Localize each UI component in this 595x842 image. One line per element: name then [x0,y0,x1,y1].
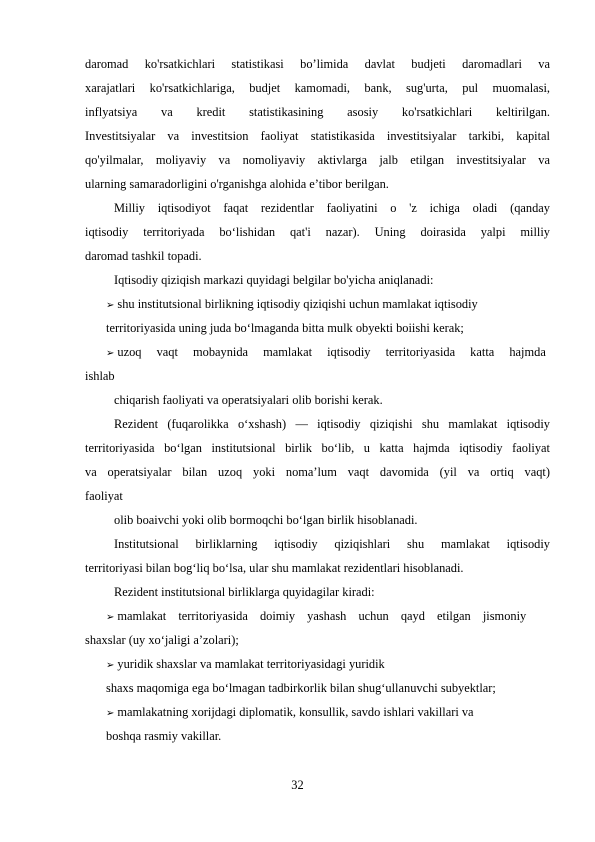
text-line: xarajatlari ko'rsatkichlariga, budjet kamomadi, bank, sug'urta, pul muomalasi, [85,81,550,95]
arrow-bullet-icon: ➢ [106,348,115,359]
text-line: Rezident institutsional birliklarga quyidagilar kiradi: [114,585,375,599]
bullet-item [106,296,478,312]
text-line: daromad tashkil topadi. [85,249,202,263]
arrow-bullet-icon: ➢ [106,708,115,719]
text-line: va operatsiyalar bilan uzoq yoki noma’lum vaqt davomida (yil va ortiq vaqt) [85,465,550,479]
text-line: faoliyat [85,489,123,503]
text-line: territoriyasida bo‘lgan institutsional birlik bo‘lib, u katta hajmda iqtisodiy faoliyat [85,441,550,455]
bullet-item [106,608,550,624]
text-line: uzoq vaqt mobaynida mamlakat iqtisodiy territoriyasida katta hajmda [117,345,546,359]
text-line: territoriyasi bilan bog‘liq bo‘lsa, ular shu mamlakat rezidentlari hisoblanadi. [85,561,464,575]
text-line: shaxslar (uy xo‘jaligi a’zolari); [85,633,239,647]
text-line: ishlab [85,369,115,383]
text-line: boshqa rasmiy vakillar. [106,729,222,743]
text-line: Milliy iqtisodiyot faqat rezidentlar faoliyatini o 'z ichiga oladi (qanday [114,201,550,215]
text-line: ularning samaradorligini o'rganishga alohida e’tibor berilgan. [85,177,389,191]
text-line: inflyatsiya va kredit statistikasining asosiy ko'rsatkichlari keltirilgan. [85,105,550,119]
bullet-item [106,704,474,720]
text-line: yuridik shaxslar va mamlakat territoriyasidagi yuridik [117,657,385,671]
page-number: 32 [291,778,304,792]
text-line: Investitsiyalar va investitsion faoliyat statistikasida investitsiyalar tarkibi, kapital [85,129,550,143]
arrow-bullet-icon: ➢ [106,612,115,623]
text-line: mamlakat territoriyasida doimiy yashash uchun qayd etilgan jismoniy [117,609,527,623]
bullet-item [106,344,550,360]
text-line: iqtisodiy territoriyada bo‘lishidan qat'i nazar). Uning doirasida yalpi milliy [85,225,550,239]
bullet-item [106,656,385,672]
text-line: qo'yilmalar, moliyaviy va nomoliyaviy aktivlarga jalb etilgan investitsiyalar va [85,153,550,167]
text-line: shaxs maqomiga ega bo‘lmagan tadbirkorlik bilan shug‘ullanuvchi subyektlar; [106,681,496,695]
text-line: territoriyasida uning juda bo‘lmaganda bitta mulk obyekti boiishi kerak; [106,321,464,335]
text-line: shu institutsional birlikning iqtisodiy qiziqishi uchun mamlakat iqtisodiy [117,297,478,311]
text-line: daromad ko'rsatkichlari statistikasi bo’limida davlat budjeti daromadlari va [85,57,550,71]
text-line: olib boaivchi yoki olib bormoqchi bo‘lgan birlik hisoblanadi. [114,513,418,527]
text-line: Rezident (fuqarolikka o‘xshash) — iqtisodiy qiziqishi shu mamlakat iqtisodiy [114,417,550,431]
text-line: mamlakatning xorijdagi diplomatik, konsullik, savdo ishlari vakillari va [117,705,474,719]
text-line: Iqtisodiy qiziqish markazi quyidagi belgilar bo'yicha aniqlanadi: [114,273,434,287]
text-line: chiqarish faoliyati va operatsiyalari olib borishi kerak. [114,393,383,407]
arrow-bullet-icon: ➢ [106,660,115,671]
text-line: Institutsional birliklarning iqtisodiy qiziqishlari shu mamlakat iqtisodiy [114,537,550,551]
arrow-bullet-icon: ➢ [106,300,115,311]
